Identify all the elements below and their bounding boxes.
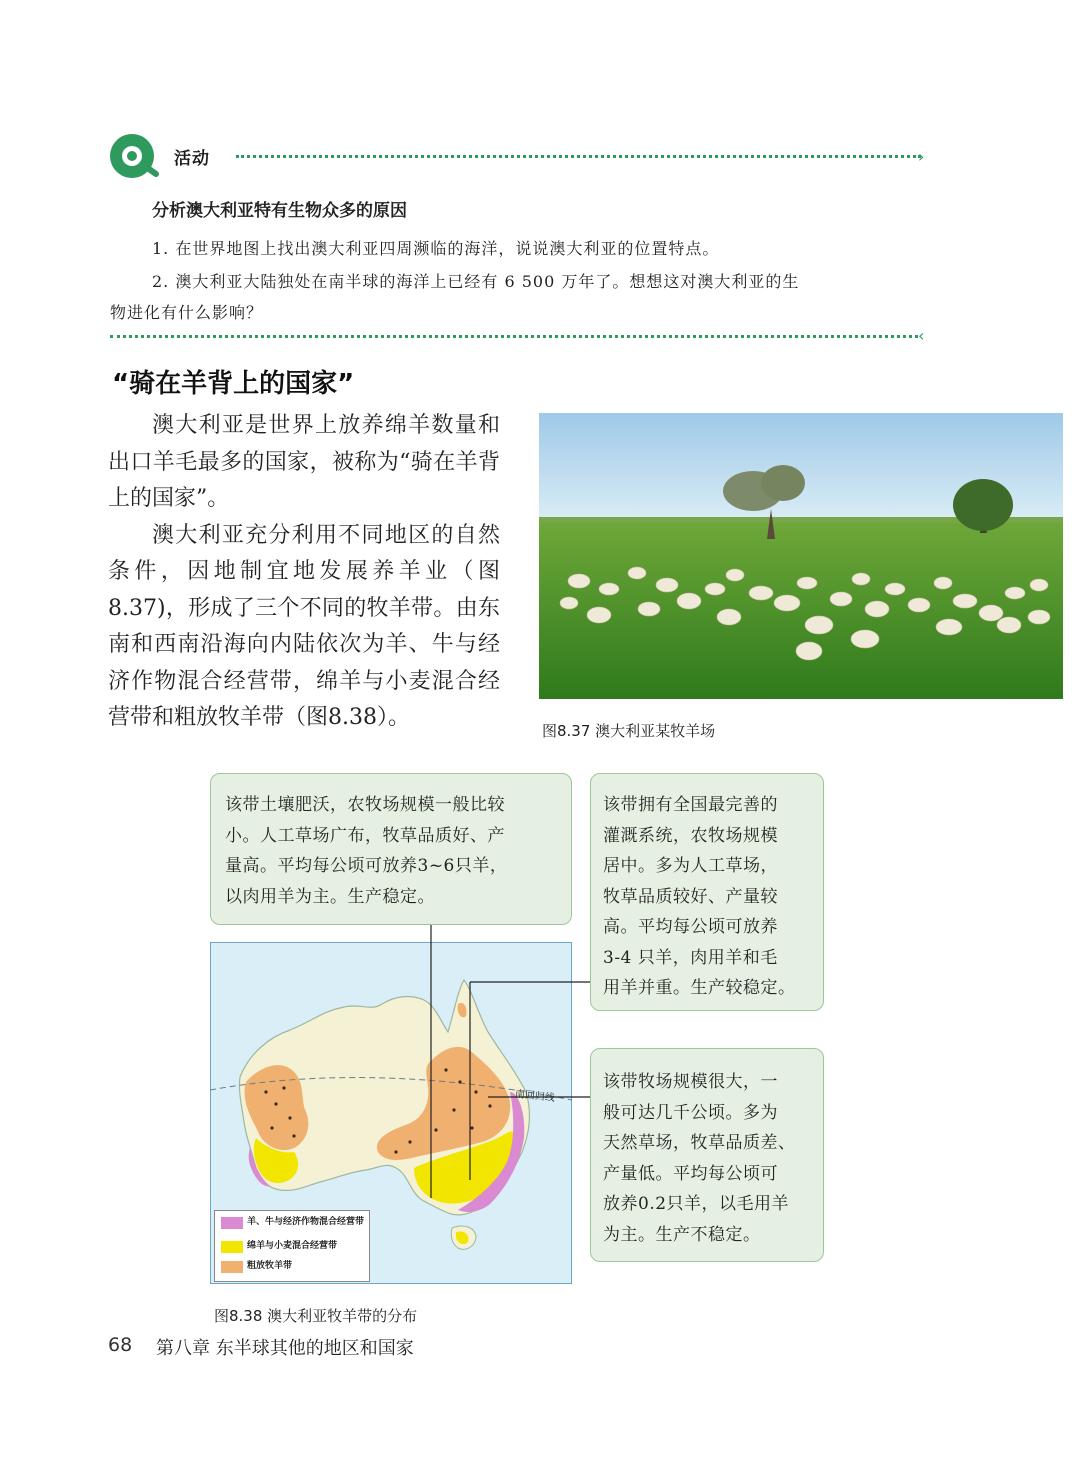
chapter-title: 第八章 东半球其他的地区和国家 xyxy=(156,1338,414,1359)
note-line: 为主。生产不稳定。 xyxy=(603,1224,761,1245)
note-line: 以肉用羊为主。生产稳定。 xyxy=(225,886,435,907)
legend-label: 羊、牛与经济作物混合经营带 xyxy=(247,1217,365,1227)
note-line: 天然草场，牧草品质差、 xyxy=(603,1133,796,1153)
note-box-extensive-belt xyxy=(590,1048,824,1262)
legend-swatch xyxy=(221,1241,243,1253)
page-number: 68 xyxy=(108,1334,133,1356)
note-line: 用羊并重。生产较稳定。 xyxy=(603,978,796,998)
activity-subtitle: 分析澳大利亚特有生物众多的原因 xyxy=(152,201,407,221)
activity-title: 活动 xyxy=(174,149,210,169)
note-line: 小。人工草场广布，牧草品质好、产 xyxy=(225,825,505,846)
legend-swatch xyxy=(221,1217,243,1229)
note-box-wheat-sheep-belt xyxy=(590,773,824,1011)
sheep-pasture-photo xyxy=(539,413,1063,699)
body-text xyxy=(108,408,500,737)
note-line: 般可达几千公顷。多为 xyxy=(603,1102,778,1123)
activity-question-2-line1: 2. 澳大利亚大陆独处在南半球的海洋上已经有 6 500 万年了。想想这对澳大利亚的生 xyxy=(152,272,800,291)
note-line: 该带拥有全国最完善的 xyxy=(603,795,778,815)
activity-bottom-divider xyxy=(110,335,918,338)
note-line: 牧草品质较好、产量较 xyxy=(603,886,778,907)
note-line: 3-4 只羊，肉用羊和毛 xyxy=(603,947,778,968)
legend-label: 绵羊与小麦混合经营带 xyxy=(247,1241,338,1251)
divider-arrow-icon: ‹ xyxy=(918,326,925,345)
body-paragraph-1: 澳大利亚是世界上放养绵羊数量和出口羊毛最多的国家，被称为“骑在羊背上的国家”。 xyxy=(108,413,500,511)
note-line: 放养0.2只羊，以毛用羊 xyxy=(603,1194,790,1214)
divider-arrow-icon: › xyxy=(918,147,925,166)
activity-question-1: 1. 在世界地图上找出澳大利亚四周濒临的海洋，说说澳大利亚的位置特点。 xyxy=(152,239,720,258)
legend-label: 粗放牧羊带 xyxy=(247,1261,293,1271)
note-line: 产量低。平均每公顷可 xyxy=(603,1163,778,1184)
note-line: 该带土壤肥沃，农牧场规模一般比较 xyxy=(225,795,505,815)
note-box-mixed-crop-belt xyxy=(210,773,572,925)
body-paragraph-2: 澳大利亚充分利用不同地区的自然条件，因地制宜地发展养羊业（图8.37)，形成了三个不同的牧羊带。由东南和西南沿海向内陆依次为羊、牛与经济作物混合经营带，绵羊与小麦混合经营带和粗放牧羊带（图8.38）。 xyxy=(108,522,500,730)
figure-8-37-caption: 图8.37 澳大利亚某牧羊场 xyxy=(542,722,716,740)
activity-top-divider xyxy=(236,155,921,158)
note-line: 高。平均每公顷可放养 xyxy=(603,917,778,937)
legend-swatch xyxy=(221,1261,243,1273)
section-heading: “骑在羊背上的国家” xyxy=(112,369,355,399)
activity-icon xyxy=(108,130,164,182)
note-line: 居中。多为人工草场， xyxy=(603,856,778,876)
note-line: 该带牧场规模很大，一 xyxy=(603,1072,778,1092)
map-legend xyxy=(214,1210,370,1282)
tropic-of-capricorn-label: 南回归线 xyxy=(514,1088,556,1105)
activity-question-2-line2: 物进化有什么影响？ xyxy=(110,303,264,322)
note-line: 量高。平均每公顷可放养3~6只羊， xyxy=(225,856,508,876)
note-line: 灌溉系统，农牧场规模 xyxy=(603,825,778,846)
figure-8-38-caption: 图8.38 澳大利亚牧羊带的分布 xyxy=(214,1307,418,1325)
